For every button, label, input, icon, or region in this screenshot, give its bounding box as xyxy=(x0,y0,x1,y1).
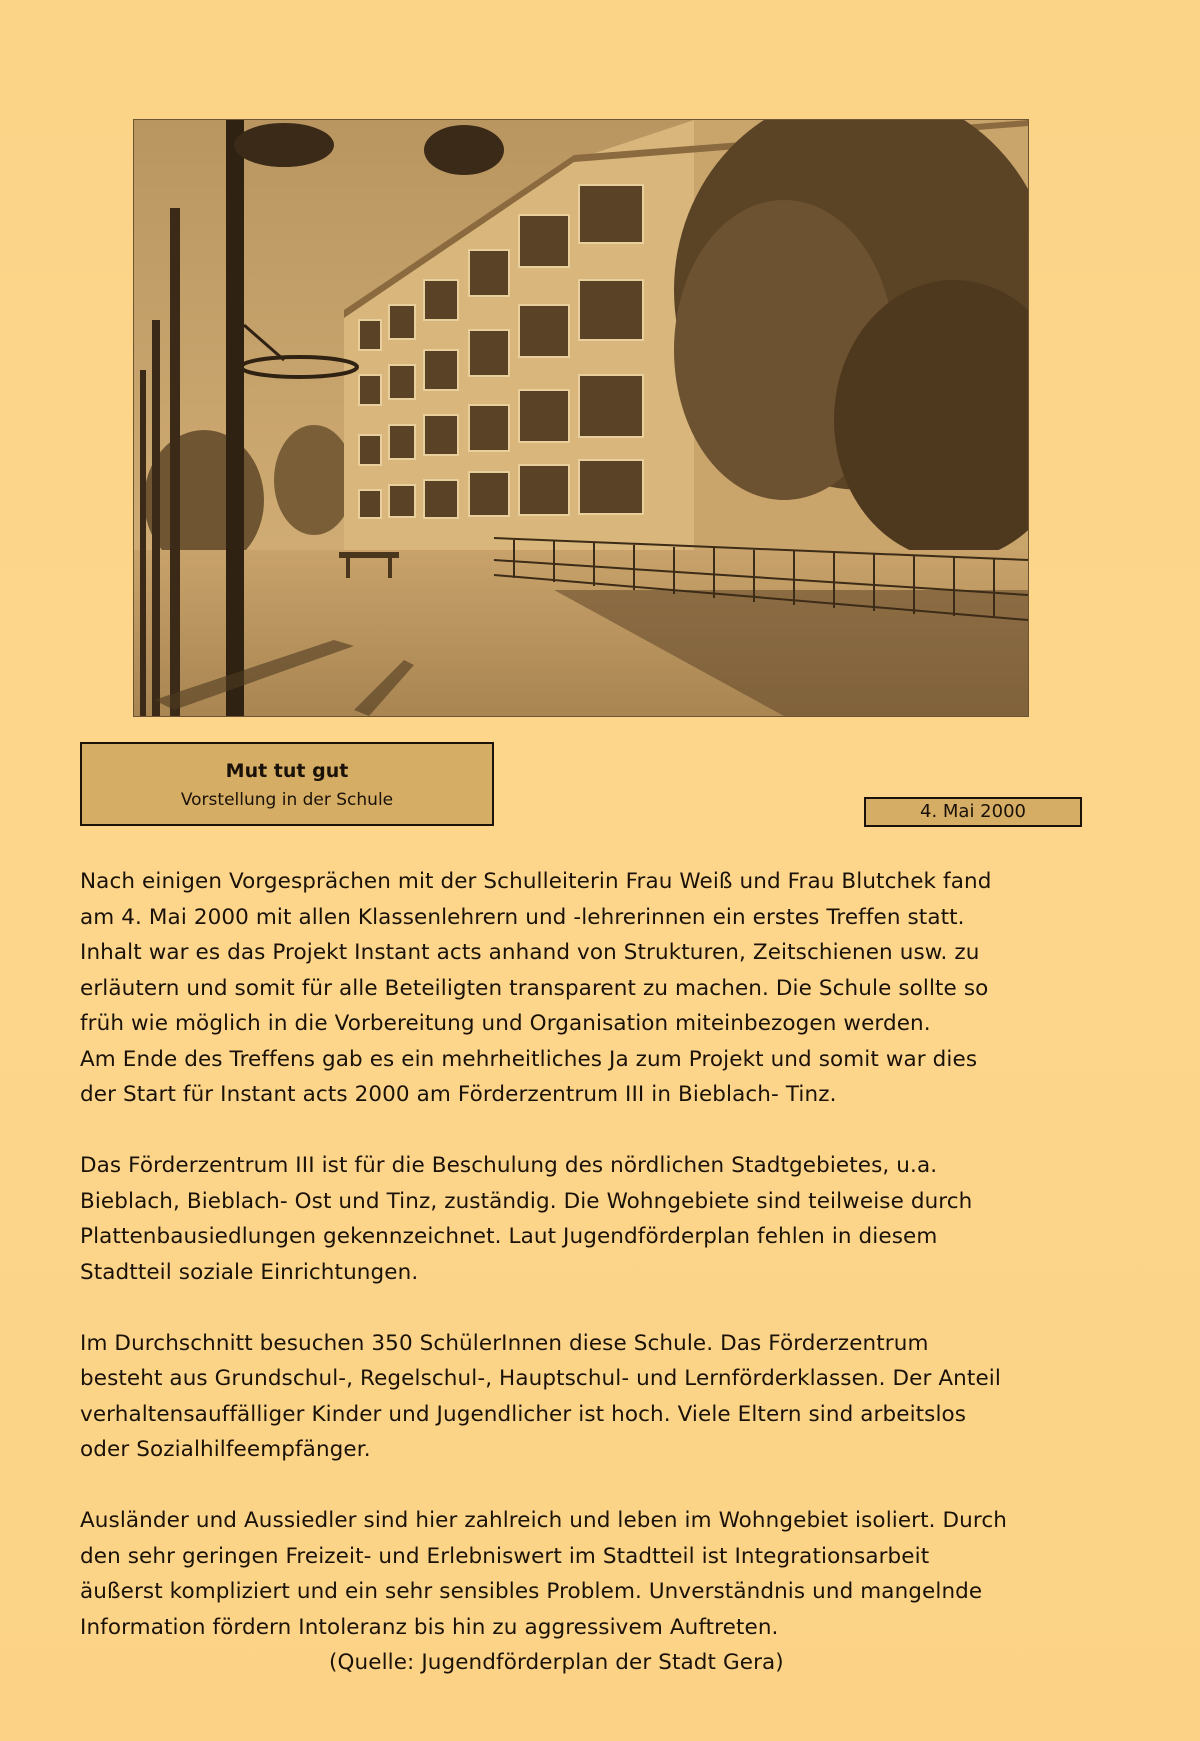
text-line: früh wie möglich in die Vorbereitung und Organisation miteinbezogen werden. xyxy=(80,1011,931,1036)
text-line: verhaltensauffälliger Kinder und Jugendlicher ist hoch. Viele Eltern sind arbeitslos xyxy=(80,1401,967,1427)
text-line: besteht aus Grundschul-, Regelschul-, Hauptschul- und Lernförderklassen. Der Anteil xyxy=(80,1366,1001,1391)
paragraph xyxy=(80,1326,1090,1468)
page-title: Mut tut gut xyxy=(225,760,349,782)
text-line: Inhalt war es das Projekt Instant acts anhand von Strukturen, Zeitschienen usw. zu xyxy=(80,940,980,965)
school-building-photo xyxy=(134,120,1028,716)
text-line: äußerst kompliziert und ein sehr sensibles Problem. Unverständnis und mangelnde xyxy=(80,1579,983,1604)
text-line: oder Sozialhilfeempfänger. xyxy=(80,1437,371,1462)
date-label: 4. Mai 2000 xyxy=(920,801,1026,822)
article-body xyxy=(80,864,1090,1716)
text-line: Ausländer und Aussiedler sind hier zahlreich und leben im Wohngebiet isoliert. Durch xyxy=(80,1508,1007,1533)
text-line: am 4. Mai 2000 mit allen Klassenlehrern und -lehrerinnen ein erstes Treffen statt. xyxy=(80,904,965,930)
date-box xyxy=(864,797,1082,827)
text-line: Information fördern Intoleranz bis hin zu aggressivem Auftreten. xyxy=(80,1614,779,1640)
text-line: Im Durchschnitt besuchen 350 SchülerInnen diese Schule. Das Förderzentrum xyxy=(80,1330,929,1356)
text-line: den sehr geringen Freizeit- und Erlebniswert im Stadtteil ist Integrationsarbeit xyxy=(80,1543,930,1569)
text-line: Stadtteil soziale Einrichtungen. xyxy=(80,1259,419,1285)
text-line: Nach einigen Vorgesprächen mit der Schulleiterin Frau Weiß und Frau Blutchek fand xyxy=(80,869,992,894)
text-line: Bieblach, Bieblach- Ost und Tinz, zuständig. Die Wohngebiete sind teilweise durch xyxy=(80,1188,973,1214)
paragraph xyxy=(80,864,1090,1113)
paragraph xyxy=(80,1148,1090,1290)
text-line: der Start für Instant acts 2000 am Förderzentrum III in Bieblach- Tinz. xyxy=(80,1082,837,1107)
text-line: Am Ende des Treffens gab es ein mehrheitliches Ja zum Projekt und somit war dies xyxy=(80,1046,978,1072)
source-citation: (Quelle: Jugendförderplan der Stadt Gera) xyxy=(329,1650,784,1675)
page-subtitle: Vorstellung in der Schule xyxy=(180,790,394,810)
text-line: Das Förderzentrum III ist für die Beschulung des nördlichen Stadtgebietes, u.a. xyxy=(80,1153,938,1178)
header-title-box xyxy=(80,742,494,826)
text-line: Plattenbausiedlungen gekennzeichnet. Laut Jugendförderplan fehlen in diesem xyxy=(80,1224,938,1249)
paragraph xyxy=(80,1503,1090,1681)
text-line: erläutern und somit für alle Beteiligten transparent zu machen. Die Schule sollte so xyxy=(80,975,989,1001)
